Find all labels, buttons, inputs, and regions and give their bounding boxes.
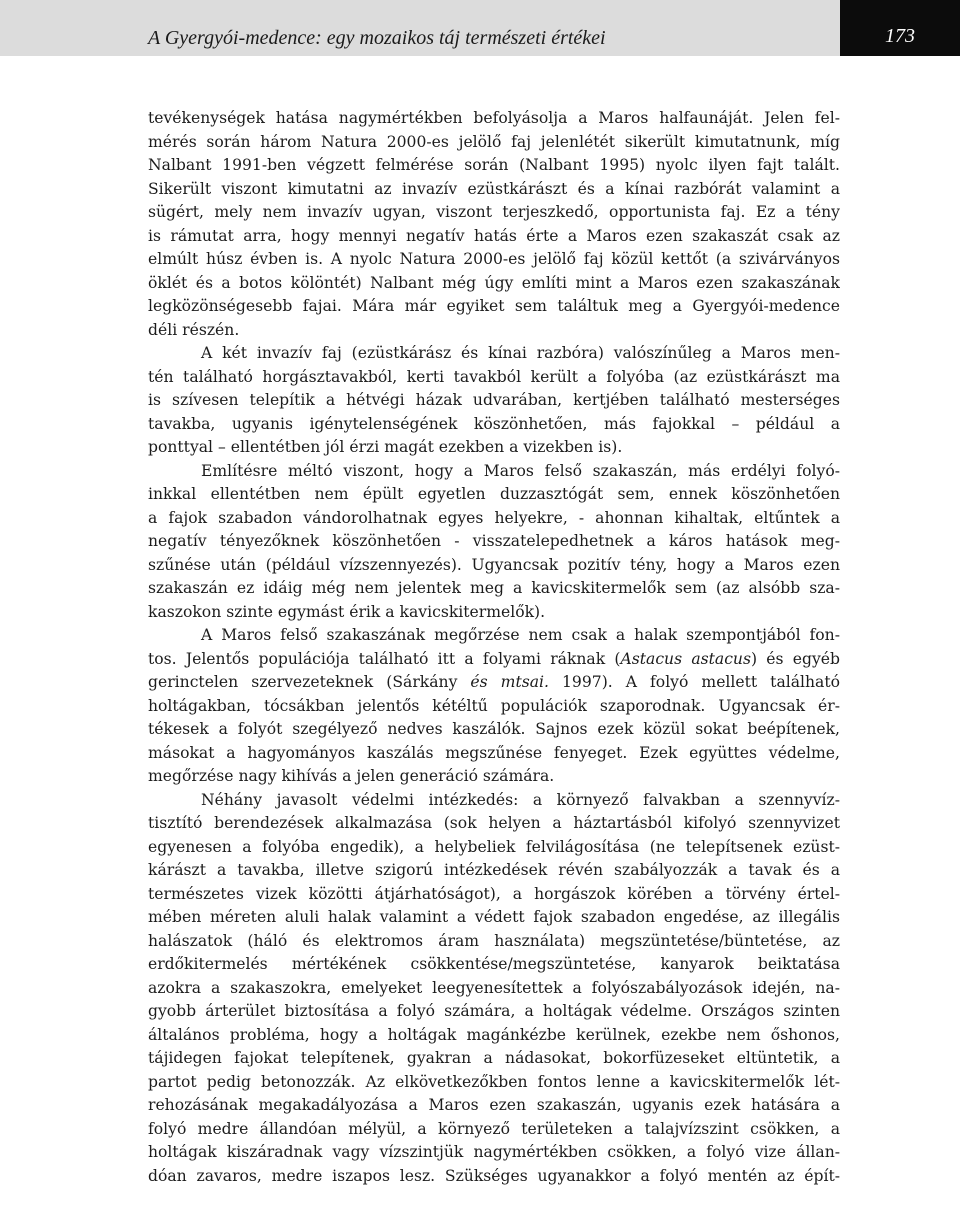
text-line: halászatok (háló és elektromos áram használata) megszüntetése/büntetése, az — [148, 931, 840, 950]
text-line: is szívesen telepítik a hétvégi házak udvarában, kertjében található mesterséges — [148, 391, 840, 409]
text-line: mérés során három Natura 2000-es jelölő faj jelenlétét sikerült kimutatnunk, míg — [148, 132, 840, 151]
text-line: Említésre méltó viszont, hogy a Maros felső szakaszán, más erdélyi folyó- — [201, 461, 840, 480]
text-line: szakaszán ez idáig még nem jelentek meg a kavicskitermelők sem (az alsóbb sza- — [148, 579, 840, 597]
text-line: folyó medre állandóan mélyül, a környező területeken a talajvízszint csökken, a — [148, 1119, 840, 1138]
text-line: egyenesen a folyóba engedik), a helybeliek felvilágosítása (ne telepítsenek ezüst- — [148, 837, 840, 856]
text-line: kárászt a tavakba, illetve szigorú intézkedések révén szabályozzák a tavak és a — [148, 861, 840, 879]
text-line: holtágak kiszáradnak vagy vízszintjük nagymértékben csökken, a folyó vize állan- — [148, 1143, 840, 1161]
text-line: kaszokon szinte egymást érik a kavicskitermelők). — [148, 602, 546, 621]
paragraph — [148, 789, 840, 1189]
text-line: tevékenységek hatása nagymértékben befolyásolja a Maros halfaunáját. Jelen fel- — [148, 109, 840, 127]
text-line: elmúlt húsz évben is. A nyolc Natura 2000-es jelölő faj közül kettőt (a szivárványos — [148, 250, 840, 268]
paragraph — [148, 342, 840, 460]
text-line: negatív tényezőknek köszönhetően - visszatelepedhetnek a káros hatások meg- — [148, 532, 840, 550]
text-line: természetes vizek közötti átjárhatóságot), a horgászok körében a törvény értel- — [148, 884, 840, 903]
running-header — [0, 0, 960, 56]
body-text — [148, 107, 840, 1188]
text-line: tisztító berendezések alkalmazása (sok helyen a háztartásból kifolyó szennyvizet — [148, 814, 840, 832]
text-line: is rámutat arra, hogy mennyi negatív hatás érte a Maros ezen szakaszát csak az — [148, 226, 840, 245]
text-line: partot pedig betonozzák. Az elkövetkezőkben fontos lenne a kavicskitermelők lét- — [148, 1072, 840, 1091]
text-line: sügért, mely nem invazív ugyan, viszont terjeszkedő, opportunista faj. Ez a tény — [148, 203, 840, 221]
text-line: a fajok szabadon vándorolhatnak egyes helyekre, - ahonnan kihaltak, eltűntek a — [148, 508, 840, 527]
text-line: Sikerült viszont kimutatni az invazív ezüstkárászt és a kínai razbórát valamint a — [148, 179, 840, 198]
text-line: inkkal ellentétben nem épült egyetlen duzzasztógát sem, ennek köszönhetően — [148, 485, 840, 503]
paragraph — [148, 460, 840, 625]
text-line: Néhány javasolt védelmi intézkedés: a környező falvakban a szennyvíz- — [201, 790, 840, 809]
header-band — [0, 0, 840, 56]
text-line: tén található horgásztavakból, kerti tavakból került a folyóba (az ezüstkárászt ma — [148, 367, 840, 386]
text-line: mében méreten aluli halak valamint a védett fajok szabadon engedése, az illegális — [148, 908, 840, 926]
text-line: A két invazív faj (ezüstkárász és kínai razbóra) valószínűleg a Maros men- — [201, 344, 840, 362]
paragraph — [148, 107, 840, 342]
running-title: A Gyergyói-medence: egy mozaikos táj természeti értékei — [148, 27, 606, 49]
text-line: déli részén. — [148, 320, 240, 339]
text-line: dóan zavaros, medre iszapos lesz. Szükséges ugyanakkor a folyó mentén az épít- — [148, 1166, 840, 1185]
page-number-box — [840, 0, 960, 56]
text-line: Nalbant 1991-ben végzett felmérése során (Nalbant 1995) nyolc ilyen fajt talált. — [148, 156, 840, 174]
text-line: holtágakban, tócsákban jelentős kétéltű populációk szaporodnak. Ugyancsak ér- — [148, 696, 840, 715]
text-line: tékesek a folyót szegélyező nedves kaszálók. Sajnos ezek közül sokat beépítenek, — [148, 720, 840, 738]
text-line: másokat a hagyományos kaszálás megszűnése fenyeget. Ezek együttes védelme, — [148, 743, 840, 762]
text-line: tájidegen fajokat telepítenek, gyakran a nádasokat, bokorfüzeseket eltüntetik, a — [148, 1049, 840, 1067]
page-number: 173 — [885, 25, 915, 47]
text-line: gyobb árterület biztosítása a folyó számára, a holtágak védelme. Országos szinten — [148, 1002, 840, 1020]
text-line: megőrzése nagy kihívás a jelen generáció számára. — [148, 767, 555, 785]
text-line: rehozásának megakadályozása a Maros ezen szakaszán, ugyanis ezek hatására a — [148, 1096, 840, 1114]
text-line: azokra a szakaszokra, emelyeket leegyenesítettek a folyószabályozások idején, na- — [148, 978, 840, 997]
text-line: gerinctelen szervezeteknek (Sárkány és mtsai. 1997). A folyó mellett található — [148, 673, 840, 691]
paragraph — [148, 624, 840, 789]
text-line: általános probléma, hogy a holtágak magánkézbe kerülnek, ezekbe nem őshonos, — [148, 1025, 840, 1044]
text-line: legközönségesebb fajai. Mára már egyiket sem találtuk meg a Gyergyói-medence — [148, 297, 840, 315]
text-line: tos. Jelentős populációja található itt a folyami ráknak (Astacus astacus) és egyéb — [148, 649, 840, 668]
text-line: szűnése után (például vízszennyezés). Ugyancsak pozitív tény, hogy a Maros ezen — [148, 555, 840, 574]
text-line: öklét és a botos kölöntét) Nalbant még úgy említi mint a Maros ezen szakaszának — [148, 273, 840, 292]
text-line: erdőkitermelés mértékének csökkentése/megszüntetése, kanyarok beiktatása — [148, 955, 840, 973]
text-line: ponttyal – ellentétben jól érzi magát ezekben a vizekben is). — [148, 438, 623, 456]
text-line: tavakba, ugyanis igénytelenségének köszönhetően, más fajokkal – például a — [148, 414, 840, 433]
text-line: A Maros felső szakaszának megőrzése nem csak a halak szempontjából fon- — [201, 626, 840, 644]
